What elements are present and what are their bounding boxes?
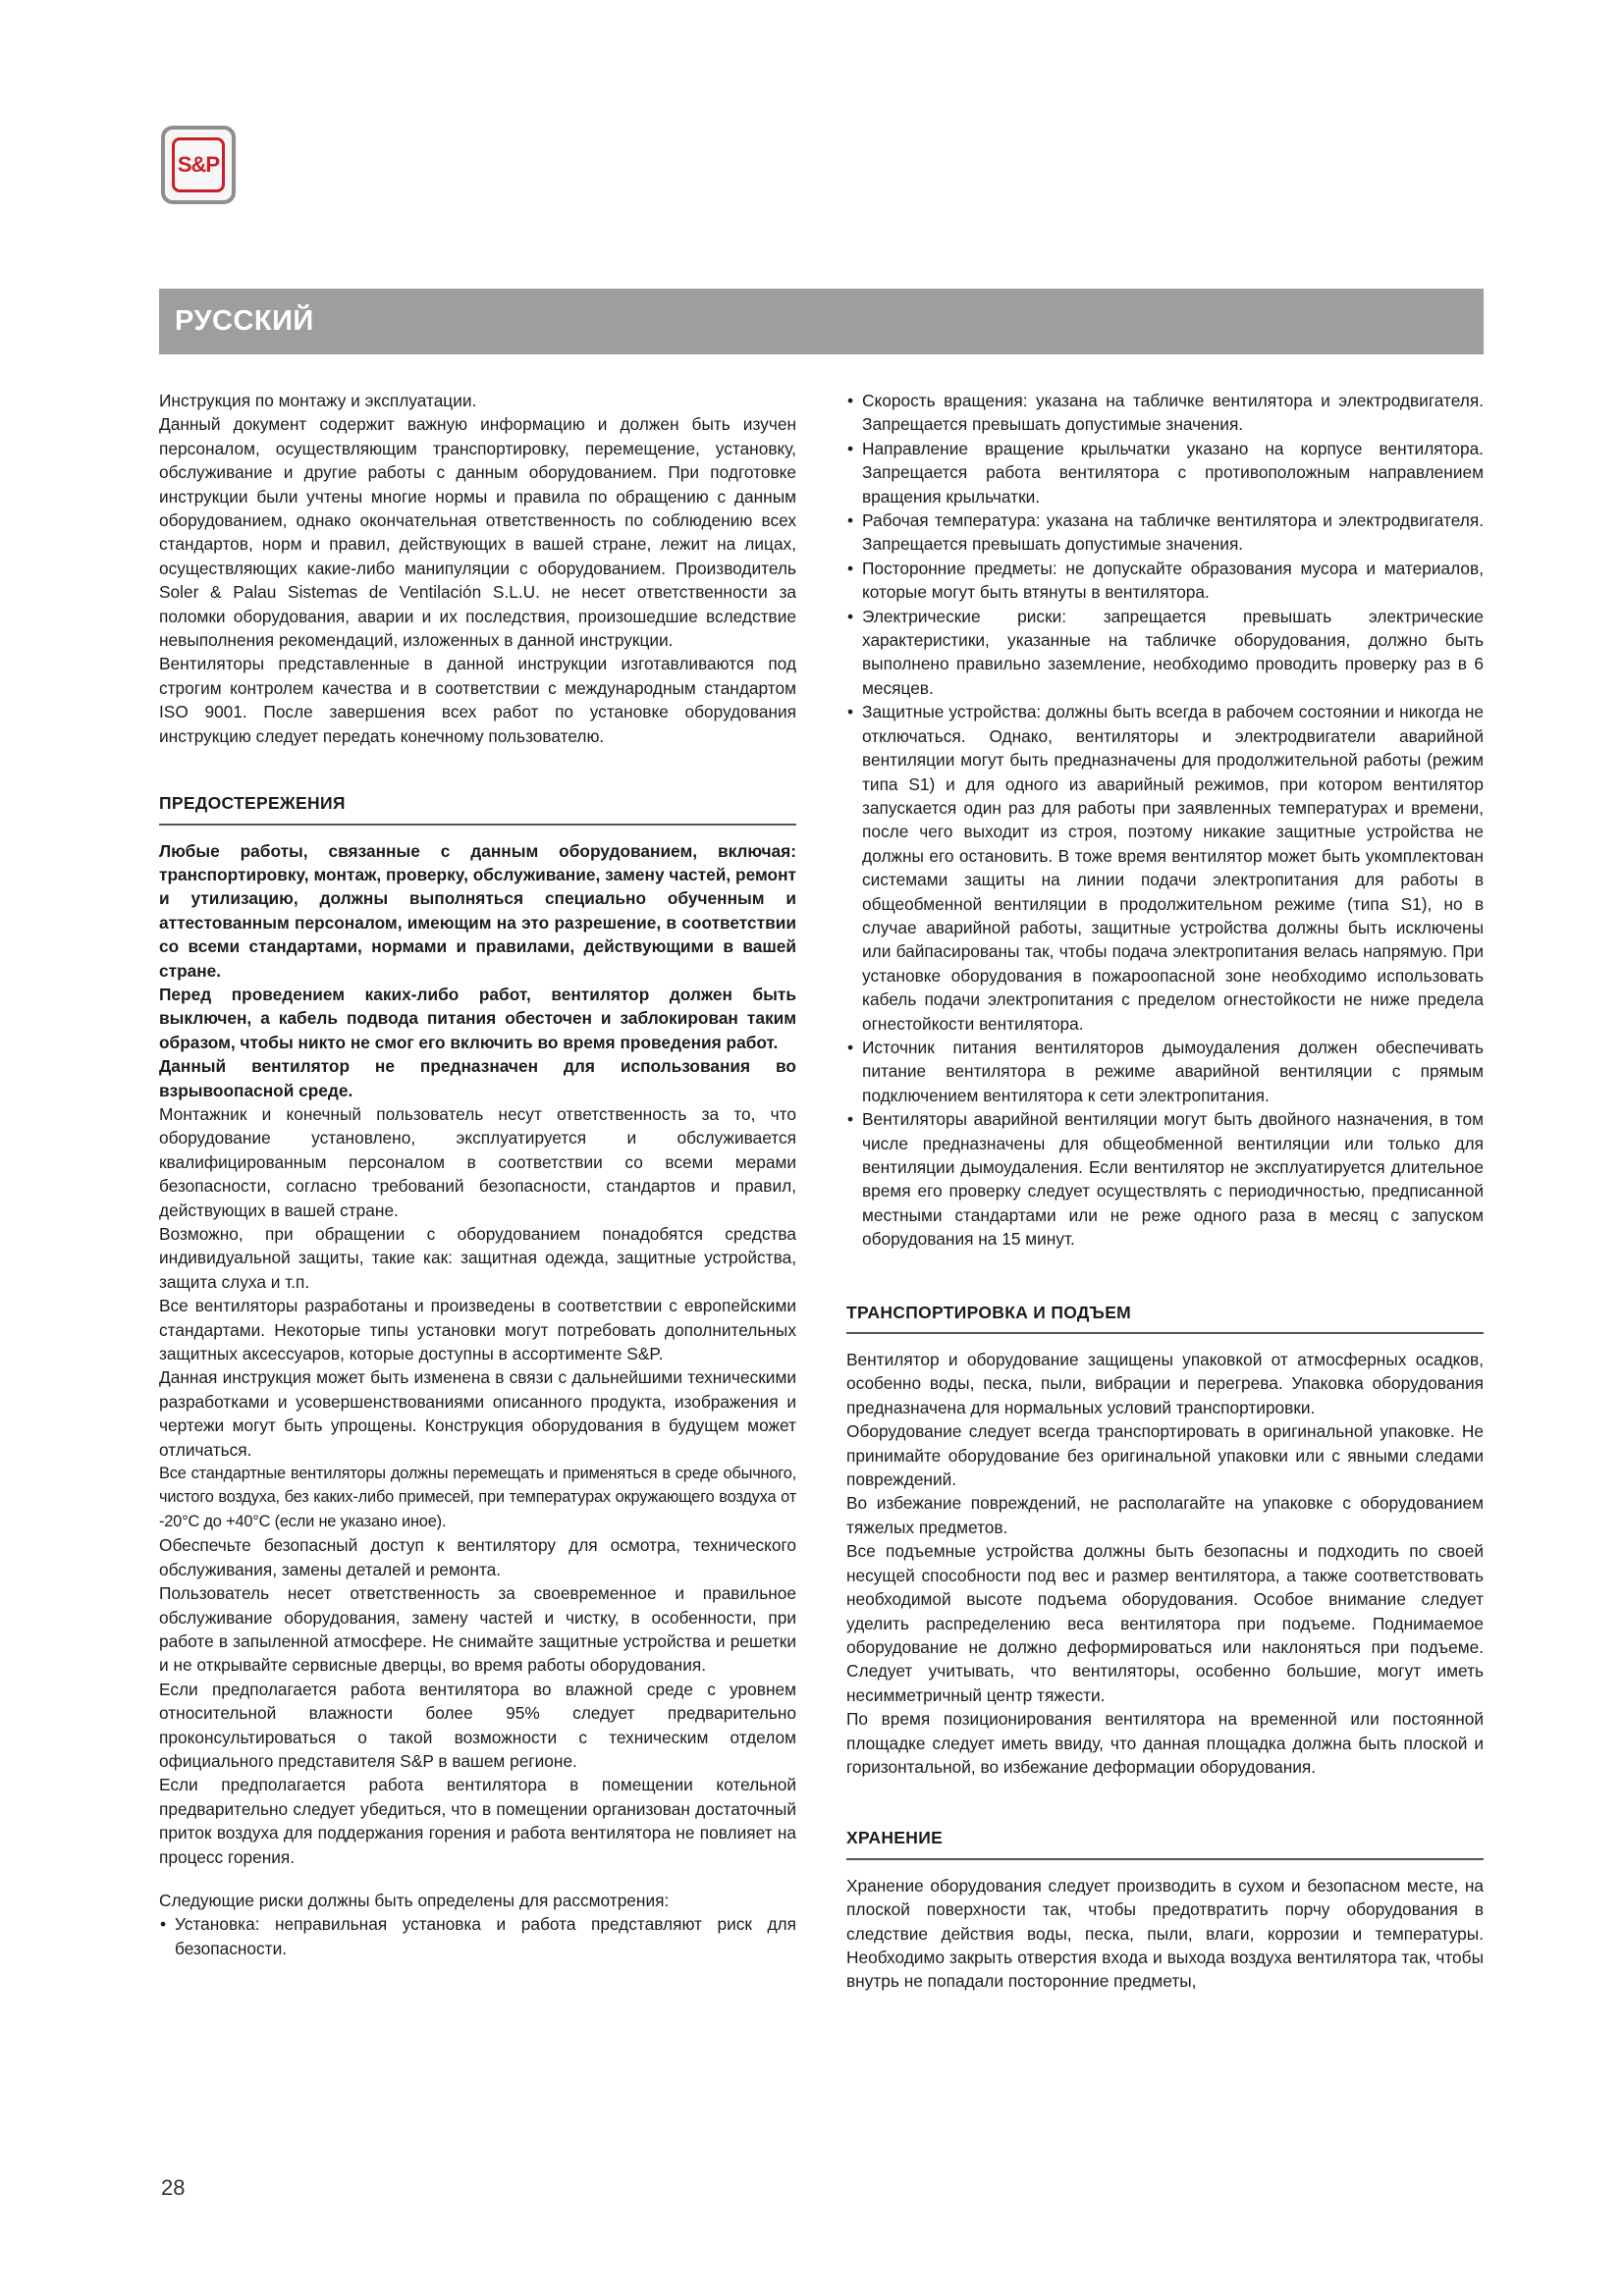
language-header: РУССКИЙ (159, 289, 1484, 354)
logo-mark (172, 137, 225, 192)
warnings-section (159, 791, 796, 1960)
warning-paragraph: Все вентиляторы разработаны и произведены в соответствии с европейскими стандартами. Некоторые типы установки могут потребовать дополнительных защитных аксессуаров, которые доступны в ассортименте S&P. (159, 1296, 796, 1364)
transport-section (846, 1301, 1484, 1780)
warning-paragraph: Пользователь несет ответственность за своевременное и правильное обслуживание оборудования, замену частей и чистку, в особенности, при работе в запыленной атмосфере. Не снимайте защитные устройства и решетки и не открывайте сервисные дверцы, во время работы оборудования. (159, 1583, 796, 1676)
warning-bold-paragraph: Перед проведением каких-либо работ, вентилятор должен быть выключен, а кабель подвода питания обесточен и заблокирован таким образом, чтобы никто не смог его включить во время проведения работ. (159, 984, 796, 1052)
transport-paragraph: Вентилятор и оборудование защищены упаковкой от атмосферных осадков, особенно воды, песка, пыли, вибрации и перегрева. Упаковка оборудования предназначена для нормальных условий транспортировки. (846, 1350, 1484, 1417)
section-title-warnings: ПРЕДОСТЕРЕЖЕНИЯ (159, 791, 796, 825)
intro-section (159, 389, 796, 748)
list-item: • Установка: неправильная установка и работа представляют риск для безопасности. (159, 1912, 796, 1960)
transport-paragraph: Во избежание повреждений, не располагайте на упаковке с оборудованием тяжелых предметов. (846, 1493, 1484, 1537)
warning-paragraph: Возможно, при обращении с оборудованием понадобятся средства индивидуальной защиты, такие как: защитная одежда, защитные устройства, защита слуха и т.п. (159, 1224, 796, 1292)
transport-paragraph: Все подъемные устройства должны быть безопасны и подходить по своей несущей способности под вес и размер вентилятора, а также соответствовать необходимой высоте подъема оборудования. Особое внимание следует уделить распределению веса вентилятора при подъеме. Поднимаемое оборудование не должно деформироваться или наклоняться при подъеме. Следует учитывать, что вентиляторы, особенно большие, могут иметь несимметричный центр тяжести. (846, 1541, 1484, 1705)
intro-paragraph: Вентиляторы представленные в данной инструкции изготавливаются под строгим контролем качества и в соответствии с международным стандартом ISO 9001. После завершения всех работ по установке оборудования инструкцию следует передать конечному пользователю. (159, 654, 796, 746)
risks-list-right (846, 389, 1484, 1252)
transport-paragraph: По время позиционирования вентилятора на временной или постоянной площадке следует иметь ввиду, что данная площадка должна быть плоской и горизонтальной, во избежание деформации оборудования. (846, 1709, 1484, 1777)
warning-bold-paragraph: Любые работы, связанные с данным оборудованием, включая: транспортировку, монтаж, проверку, обслуживание, замену частей, ремонт и утилизацию, должны выполняться специально обученным и аттестованным персоналом, имеющим на это разрешение, в соответствии со всеми стандартами, нормами и правилами, действующими в вашей стране. (159, 840, 796, 981)
section-title-transport: ТРАНСПОРТИРОВКА И ПОДЪЕМ (846, 1301, 1484, 1334)
warning-paragraph: Данная инструкция может быть изменена в связи с дальнейшими техническими разработками и усовершенствованиями описанного продукта, изображения и чертежи могут быть упрощены. Конструкция оборудования в будущем может отличаться. (159, 1367, 796, 1460)
warning-paragraph: Все стандартные вентиляторы должны перемещать и применяться в среде обычного, чистого воздуха, без каких-либо примесей, при температурах окружающего воздуха от -20°C до +40°C (если не указано иное). (159, 1465, 796, 1530)
list-item: • Рабочая температура: указана на табличке вентилятора и электродвигателя. Запрещается превышать допустимые значения. (846, 508, 1484, 557)
page-number: 28 (161, 2175, 186, 2200)
list-item: • Источник питания вентиляторов дымоудаления должен обеспечивать питание вентилятора в режиме аварийной вентиляции с прямым подключением вентилятора к сети электропитания. (846, 1036, 1484, 1107)
intro-paragraph: Данный документ содержит важную информацию и должен быть изучен персоналом, осуществляющим транспортировку, перемещение, установку, обслуживание и другие работы с данным оборудованием. При подготовке инструкции были учтены многие нормы и правила по обращению с данным оборудованием, однако окончательная ответственность по соблюдению всех стандартов, норм и правил, действующих в вашей стране, лежит на лицах, осуществляющих какие-либо манипуляции с оборудованием. Производитель Soler & Palau Sistemas de Ventilación S.L.U. не несет ответственности за поломки оборудования, аварии и их последствия, произошедшие вследствие невыполнения рекомендаций, изложенных в данной инструкции. (159, 414, 796, 651)
list-item: • Электрические риски: запрещается превышать электрические характеристики, указанные на табличке оборудования, должно быть выполнено правильно заземление, необходимо проводить проверку раз в 6 месяцев. (846, 605, 1484, 701)
transport-paragraph: Оборудование следует всегда транспортировать в оригинальной упаковке. Не принимайте оборудование без оригинальной упаковки или с явными следами повреждений. (846, 1421, 1484, 1490)
list-item: • Направление вращение крыльчатки указано на корпусе вентилятора. Запрещается работа вентилятора с противоположным направлением вращения крыльчатки. (846, 437, 1484, 508)
list-item: • Защитные устройства: должны быть всегда в рабочем состоянии и никогда не отключаться. Однако, вентиляторы и электродвигатели аварийной вентиляции могут быть предназначены для продолжительной работы (режим типа S1) и для одного из аварийный режимов, при котором вентилятор запускается один раз для работы при заявленных температурах и времени, после чего выходит из строя, поэтому никакие защитные устройства не должны его остановить. В тоже время вентилятор может быть укомплектован системами защиты на линии подачи электропитания для работы в общеобменной вентиляции в продолжительном режиме (типа S1), но в случае аварийной работы, защитные устройства должны быть исключены или байпасированы так, чтобы подача электропитания велась напрямую. При установке оборудования в пожароопасной зоне необходимо использовать кабель подачи электропитания с пределом огнестойкости не ниже предела огнестойкости вентилятора. (846, 700, 1484, 1036)
list-item: • Вентиляторы аварийной вентиляции могут быть двойного назначения, в том числе предназначены для общеобменной вентиляции или только для вентиляции дымоудаления. Если вентилятор не эксплуатируется длительное время его проверку следует осуществлять с периодичностью, предписанной местными стандартами или не реже одного раза в месяц с запуском оборудования на 15 минут. (846, 1107, 1484, 1251)
warning-paragraph: Если предполагается работа вентилятора в помещении котельной предварительно следует убедиться, что в помещении организован достаточный приток воздуха для поддержания горения и работа вентилятора не повлияет на процесс горения. (159, 1775, 796, 1867)
warning-paragraph: Монтажник и конечный пользователь несут ответственность за то, что оборудование установлено, эксплуатируется и обслуживается квалифицированным персоналом в соответствии со всеми мерами безопасности, согласно требований безопасности, стандартов и правил, действующих в вашей стране. (159, 1103, 796, 1220)
left-column (159, 389, 796, 1960)
right-column (846, 389, 1484, 1994)
storage-section (846, 1826, 1484, 1993)
storage-paragraph: Хранение оборудования следует производить в сухом и безопасном месте, на плоской поверхности так, чтобы предотвратить порчу оборудования в следствие действия воды, песка, пыли, влаги, коррозии и температуры. Необходимо закрыть отверстия входа и выхода воздуха вентилятора так, чтобы внутрь не попадали посторонние предметы, (846, 1875, 1484, 1992)
warning-paragraph: Если предполагается работа вентилятора во влажной среде с уровнем относительной влажности более 95% следует предварительно проконсультироваться о такой возможности с техническим отделом официального представителя S&P в вашем регионе. (159, 1679, 796, 1771)
risks-list-left (159, 1912, 796, 1960)
risks-intro: Следующие риски должны быть определены для рассмотрения: (159, 1890, 670, 1910)
section-title-storage: ХРАНЕНИЕ (846, 1826, 1484, 1859)
intro-paragraph: Инструкция по монтажу и эксплуатации. (159, 391, 477, 410)
warning-bold-paragraph: Данный вентилятор не предназначен для использования во взрывоопасной среде. (159, 1056, 796, 1100)
list-item: • Скорость вращения: указана на табличке вентилятора и электродвигателя. Запрещается превышать допустимые значения. (846, 389, 1484, 437)
logo-text: S&P (177, 152, 220, 177)
warning-paragraph: Обеспечьте безопасный доступ к вентилятору для осмотра, технического обслуживания, замены деталей и ремонта. (159, 1535, 796, 1579)
brand-logo (161, 126, 236, 204)
list-item: • Посторонние предметы: не допускайте образования мусора и материалов, которые могут быть втянуты в вентилятора. (846, 557, 1484, 605)
